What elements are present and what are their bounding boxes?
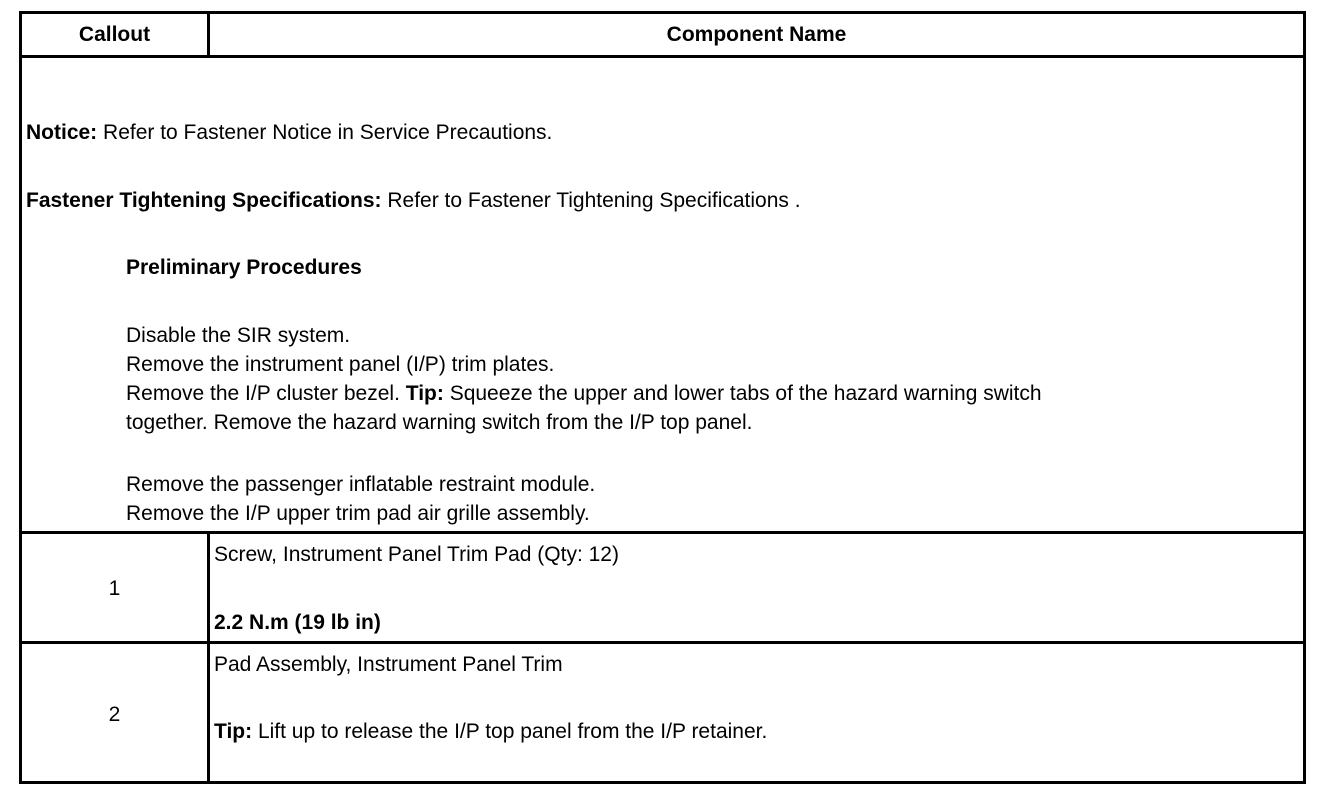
header-divider [207, 14, 210, 55]
header-component-name: Component Name [666, 23, 847, 46]
step-3-tip-label: Tip: [405, 382, 444, 405]
notice-label: Notice: [26, 121, 98, 144]
row-1-top-border [22, 531, 1303, 534]
step-3-continued: together. Remove the hazard warning switch from the I/P top panel. [126, 411, 753, 434]
components-table [19, 11, 1306, 784]
tip-2-text: Lift up to release the I/P top panel from the I/P retainer. [252, 720, 768, 743]
notice-line [26, 118, 552, 147]
notice-text: Refer to Fastener Notice in Service Precautions. [97, 121, 553, 144]
row-2-top-border [22, 641, 1303, 644]
spec-label: Fastener Tightening Specifications: [26, 189, 382, 212]
component-name-2: Pad Assembly, Instrument Panel Trim [214, 653, 563, 676]
spec-text: Refer to Fastener Tightening Specifications . [381, 189, 801, 212]
tip-2 [214, 717, 767, 746]
table-header-row [22, 14, 1303, 58]
spec-line [26, 186, 801, 215]
callout-1: 1 [108, 577, 121, 600]
callout-2: 2 [108, 703, 121, 726]
step-3 [126, 379, 1042, 408]
header-callout: Callout [78, 23, 151, 46]
step-3-tip-text: Squeeze the upper and lower tabs of the hazard warning switch [443, 382, 1042, 405]
step-1: Disable the SIR system. [126, 324, 351, 347]
preliminary-title: Preliminary Procedures [126, 256, 362, 279]
step-4: Remove the passenger inflatable restraint module. [126, 473, 596, 496]
row-2-divider [207, 644, 210, 781]
step-5: Remove the I/P upper trim pad air grille assembly. [126, 502, 590, 525]
step-2: Remove the instrument panel (I/P) trim plates. [126, 353, 555, 376]
torque-spec-1: 2.2 N.m (19 lb in) [214, 611, 381, 634]
row-1-divider [207, 534, 210, 641]
component-name-1: Screw, Instrument Panel Trim Pad (Qty: 12) [214, 543, 619, 566]
tip-2-label: Tip: [214, 720, 253, 743]
step-3-text: Remove the I/P cluster bezel. [126, 382, 406, 405]
